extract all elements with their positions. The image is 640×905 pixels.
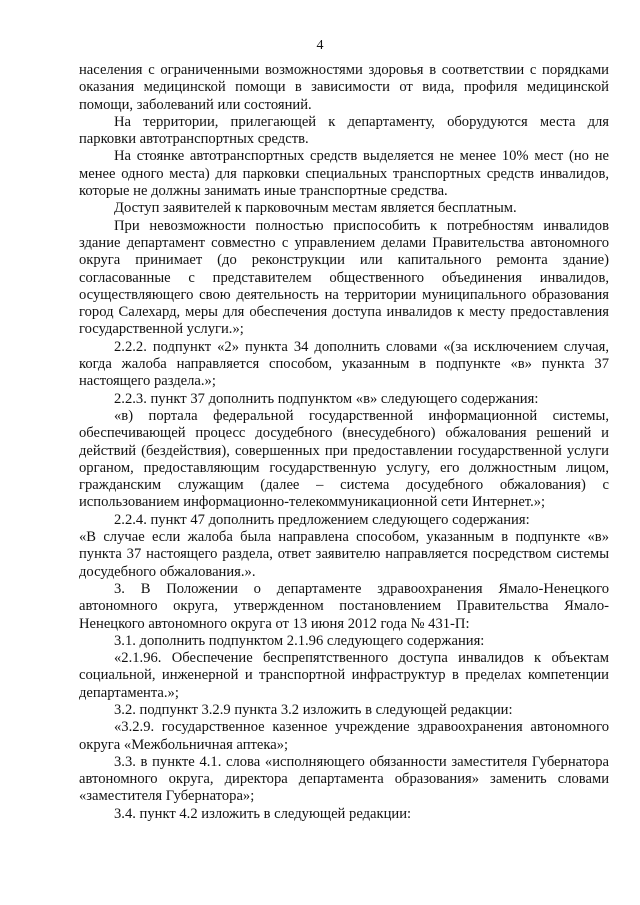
paragraph: 3. В Положении о департаменте здравоохранения Ямало-Ненецкого автономного округа, утвержденном постановлением Правительства Ямало-Ненецкого автономного округа от 13 июня 2012 года № 431-П:	[79, 580, 609, 632]
paragraph: «3.2.9. государственное казенное учреждение здравоохранения автономного округа «Межбольничная аптека»;	[79, 719, 609, 753]
paragraph: 3.3. в пункте 4.1. слова «исполняющего обязанности заместителя Губернатора автономного округа, директора департамента образования» заменить словами «заместителя Губернатора»;	[79, 753, 609, 805]
paragraph: На стоянке автотранспортных средств выделяется не менее 10% мест (но не менее одного места) для парковки специальных транспортных средств инвалидов, которые не должны занимать иные транспортные средства.	[79, 148, 609, 200]
paragraph: населения с ограниченными возможностями здоровья в соответствии с порядками оказания медицинской помощи в зависимости от вида, профиля медицинской помощи, заболеваний или состояний.	[79, 62, 609, 113]
paragraph: Доступ заявителей к парковочным местам является бесплатным.	[114, 200, 517, 217]
paragraph: 2.2.4. пункт 47 дополнить предложением следующего содержания:	[114, 511, 530, 528]
document-body	[79, 62, 609, 823]
paragraph: При невозможности полностью приспособить к потребностям инвалидов здание департамент совместно с управлением делами Правительства автономного округа принимает (до реконструкции или капитального ремонта здание) согласованные с представителем общественного объединения инвалидов, осуществляющего свою деятельность на территории муниципального образования город Салехард, меры для обеспечения доступа инвалидов к месту предоставления государственной услуги.»;	[79, 217, 609, 338]
paragraph: 3.2. подпункт 3.2.9 пункта 3.2 изложить в следующей редакции:	[114, 701, 513, 718]
paragraph: 2.2.3. пункт 37 дополнить подпунктом «в» следующего содержания:	[114, 390, 539, 407]
paragraph: «в) портала федеральной государственной информационной системы, обеспечивающей процесс досудебного (внесудебного) обжалования решений и действий (бездействия), совершенных при предоставлении государственной услуги органом, предоставляющим государственную услугу, его должностным лицом, гражданским служащим (далее – система досудебного обжалования) с использованием информационно-телекоммуникационной сети Интернет.»;	[79, 407, 609, 511]
paragraph: 2.2.2. подпункт «2» пункта 34 дополнить словами «(за исключением случая, когда жалоба направляется способом, указанным в подпункте «в» пункта 37 настоящего раздела.»;	[79, 338, 609, 390]
paragraph: 3.4. пункт 4.2 изложить в следующей редакции:	[114, 805, 412, 822]
paragraph: 3.1. дополнить подпунктом 2.1.96 следующего содержания:	[114, 632, 485, 649]
paragraph: «2.1.96. Обеспечение беспрепятственного доступа инвалидов к объектам социальной, инженерной и транспортной инфраструктур в пределах компетенции департамента.»;	[79, 650, 609, 701]
page-number: 4	[316, 38, 324, 53]
paragraph: «В случае если жалоба была направлена способом, указанным в подпункте «в» пункта 37 настоящего раздела, ответ заявителю направляется посредством системы досудебного обжалования.».	[79, 529, 609, 580]
paragraph: На территории, прилегающей к департаменту, оборудуются места для парковки автотранспортных средств.	[79, 113, 609, 148]
